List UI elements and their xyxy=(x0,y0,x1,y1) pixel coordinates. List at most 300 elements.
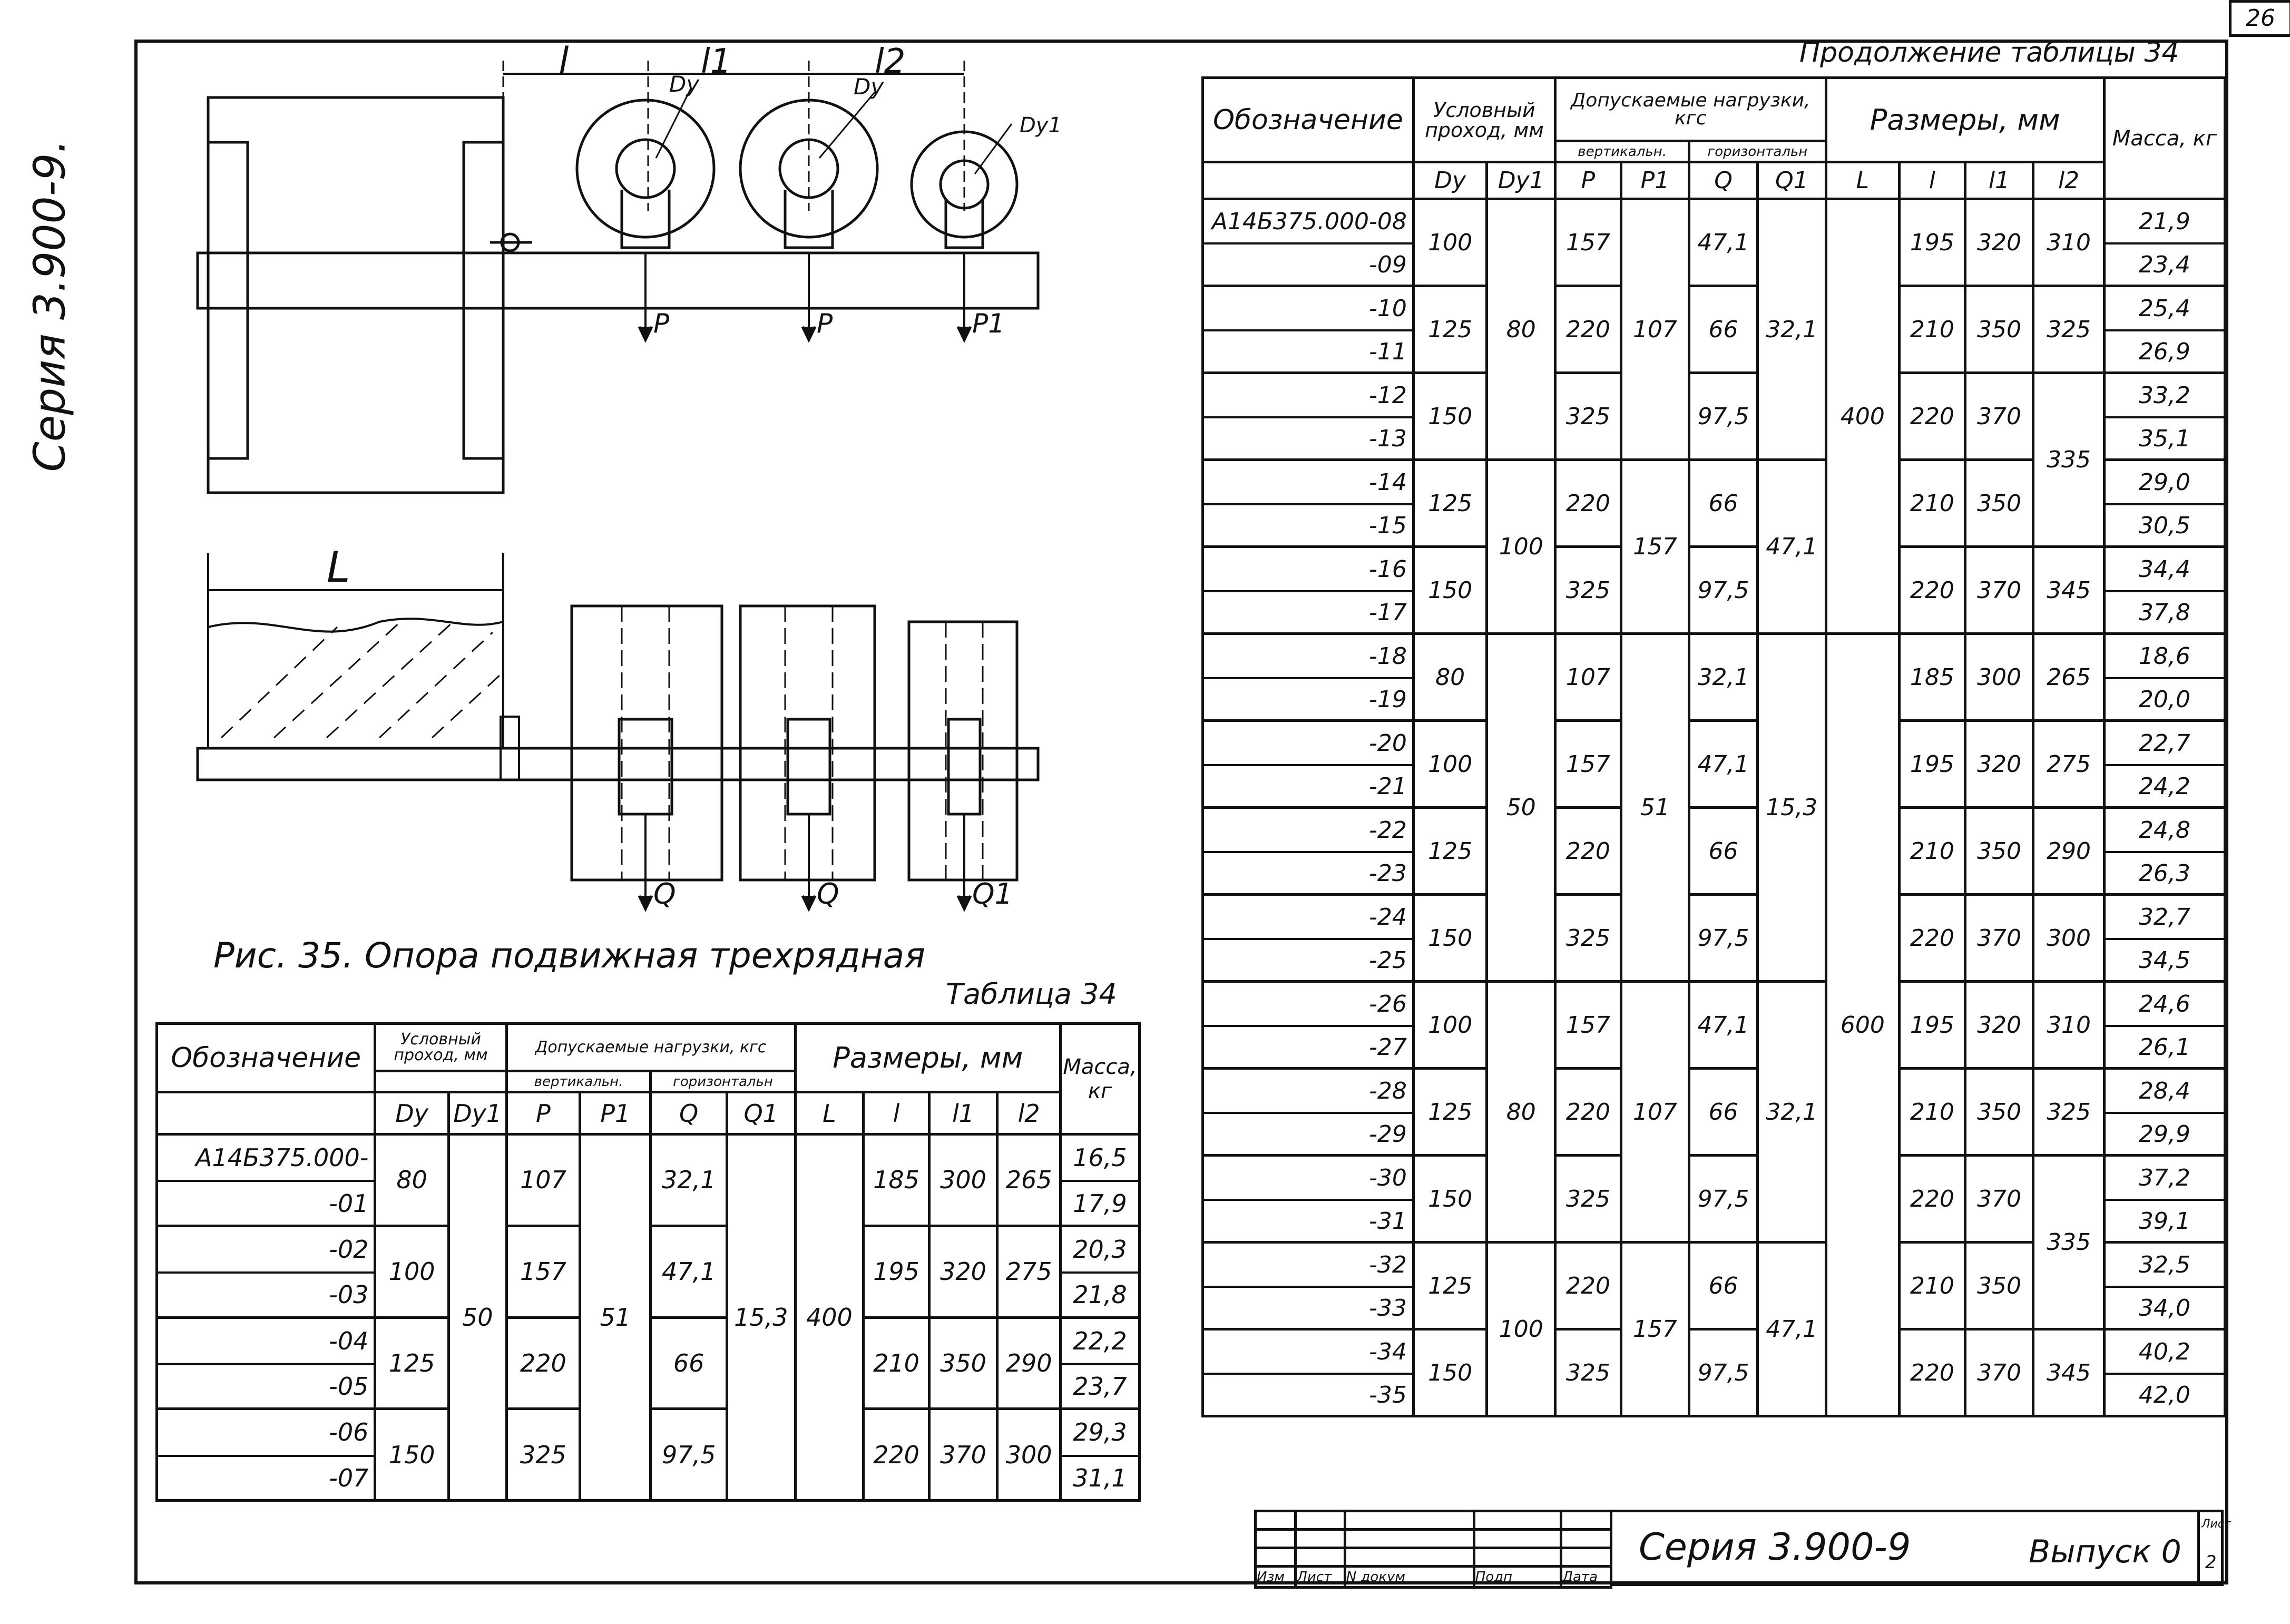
dy-cell: 150 xyxy=(375,1409,448,1501)
mass-value: 25,4 xyxy=(2138,295,2190,322)
l1-cell: 320 xyxy=(1965,721,2033,808)
mass-cell xyxy=(2104,286,2225,373)
q-cell: 47,1 xyxy=(1689,982,1758,1069)
figure-caption: Рис. 35. Опора подвижная трехрядная xyxy=(213,935,925,976)
hdr-dy: Dy xyxy=(375,1092,448,1134)
p1-cell: 107 xyxy=(1621,982,1689,1243)
q-cell: 47,1 xyxy=(651,1226,727,1317)
designation-code: -16 xyxy=(1368,555,1407,583)
dim-L: L xyxy=(327,543,350,592)
designation-cell xyxy=(1203,1069,1414,1156)
mass-value: 39,1 xyxy=(2106,1199,2224,1241)
designation-cell xyxy=(1203,721,1414,808)
mass-value: 16,5 xyxy=(1073,1143,1127,1172)
mass-value: 29,0 xyxy=(2138,468,2190,496)
mass-cell xyxy=(2104,721,2225,808)
p-cell: 220 xyxy=(1555,1069,1621,1156)
mass-value: 24,6 xyxy=(2138,990,2190,1018)
designation-cell xyxy=(1203,1243,1414,1329)
designation-cell xyxy=(1203,895,1414,982)
dy-cell: 100 xyxy=(375,1226,448,1317)
c-hdr-designation: Обозначение xyxy=(1203,78,1414,162)
l-cell: 220 xyxy=(1900,895,1965,982)
dy1-cell: 100 xyxy=(1487,460,1555,634)
mass-value: 34,0 xyxy=(2106,1286,2224,1328)
designation-code: -15 xyxy=(1204,503,1412,545)
designation-code: -12 xyxy=(1368,381,1407,409)
designation-code: -22 xyxy=(1368,816,1407,844)
designation-code: -32 xyxy=(1368,1251,1407,1278)
tb-col-doc: N докум xyxy=(1345,1567,1474,1588)
table-row xyxy=(1203,547,2225,634)
l-cell: 195 xyxy=(1900,721,1965,808)
designation-cell xyxy=(1203,547,1414,634)
p-cell: 220 xyxy=(1555,460,1621,547)
table-row xyxy=(1203,1069,2225,1156)
p-cell: 157 xyxy=(506,1226,580,1317)
q-cell: 66 xyxy=(1689,1243,1758,1329)
l2-cell: 325 xyxy=(2033,1069,2105,1156)
l1-cell: 370 xyxy=(1965,547,2033,634)
hdr-p1: P1 xyxy=(580,1092,651,1134)
c-hdr-loads: Допускаемые нагрузки, кгс xyxy=(1555,78,1826,141)
designation-code: -07 xyxy=(158,1455,374,1499)
mass-cell xyxy=(2104,547,2225,634)
hdr-p: P xyxy=(506,1092,580,1134)
mass-cell xyxy=(2104,1156,2225,1243)
l-cell: 220 xyxy=(1900,1156,1965,1243)
c-hdr-mass: Масса, кг xyxy=(2104,78,2225,199)
pipe-strip-2 xyxy=(740,606,875,880)
designation-cell xyxy=(157,1134,375,1226)
continuation-title: Продолжение таблицы 34 xyxy=(1799,37,2179,69)
p-cell: 220 xyxy=(1555,286,1621,373)
dy1-cell: 100 xyxy=(1487,1243,1555,1416)
p-cell: 220 xyxy=(506,1317,580,1409)
table-row xyxy=(157,1134,1140,1226)
q-cell: 97,5 xyxy=(1689,373,1758,460)
l2-cell: 265 xyxy=(997,1134,1061,1226)
l2-cell: 275 xyxy=(997,1226,1061,1317)
mass-value: 26,3 xyxy=(2106,851,2224,893)
dy-cell: 100 xyxy=(1413,982,1487,1069)
dy1-cell: 80 xyxy=(1487,982,1555,1243)
table-row xyxy=(1203,982,2225,1069)
designation-code: -23 xyxy=(1204,851,1412,893)
sheet-value: 2 xyxy=(2205,1552,2217,1573)
c-hdr-p: P xyxy=(1555,162,1621,199)
l2-cell: 335 xyxy=(2033,373,2105,547)
mass-cell xyxy=(2104,634,2225,721)
q-cell: 97,5 xyxy=(1689,895,1758,982)
dy-cell: 150 xyxy=(1413,547,1487,634)
q-cell: 97,5 xyxy=(1689,1156,1758,1243)
designation-code: -17 xyxy=(1204,590,1412,632)
title-block-issue: Выпуск 0 xyxy=(2029,1533,2181,1570)
hdr-designation: Обозначение xyxy=(157,1024,375,1092)
l1-cell: 300 xyxy=(1965,634,2033,721)
p-cell: 220 xyxy=(1555,1243,1621,1329)
designation-code: -19 xyxy=(1204,677,1412,719)
dy1-cell: 50 xyxy=(448,1134,506,1501)
designation-cell xyxy=(1203,1329,1414,1416)
mass-value: 24,8 xyxy=(2138,816,2190,844)
mass-cell xyxy=(2104,982,2225,1069)
designation-code: -11 xyxy=(1204,329,1412,371)
table-row xyxy=(1203,808,2225,895)
dy-cell: 125 xyxy=(1413,460,1487,547)
mass-cell xyxy=(2104,1329,2225,1416)
table-34-continuation xyxy=(1201,76,2226,1417)
c-hdr-q: Q xyxy=(1689,162,1758,199)
dy-cell: 100 xyxy=(1413,721,1487,808)
pipe-label-2: Dy xyxy=(854,74,884,100)
designation-code: -30 xyxy=(1368,1164,1407,1191)
l-cell: 220 xyxy=(1900,373,1965,460)
mass-cell xyxy=(2104,1243,2225,1329)
designation-code: -18 xyxy=(1368,642,1407,670)
p-cell: 157 xyxy=(1555,199,1621,286)
designation-code: -24 xyxy=(1368,903,1407,931)
designation-code: А14Б375.000- xyxy=(195,1143,369,1172)
designation-code: -25 xyxy=(1204,938,1412,980)
load-label-q2: Q xyxy=(817,877,839,911)
tb-col-sign: Подп xyxy=(1474,1567,1561,1588)
l1-cell: 370 xyxy=(1965,895,2033,982)
q-cell: 66 xyxy=(1689,808,1758,895)
mass-cell xyxy=(2104,1069,2225,1156)
hdr-l: l xyxy=(864,1092,929,1134)
l1-cell: 350 xyxy=(929,1317,997,1409)
designation-code: -01 xyxy=(158,1180,374,1224)
l-cell: 210 xyxy=(1900,1243,1965,1329)
l1-cell: 370 xyxy=(1965,1156,2033,1243)
p1-cell: 51 xyxy=(1621,634,1689,982)
hdr-vertical: вертикальн. xyxy=(506,1071,651,1092)
hdr-mass: Масса, кг xyxy=(1060,1024,1139,1134)
mass-cell xyxy=(2104,199,2225,286)
designation-cell xyxy=(1203,808,1414,895)
l2-cell: 275 xyxy=(2033,721,2105,808)
mass-value: 37,8 xyxy=(2106,590,2224,632)
table-row xyxy=(1203,721,2225,808)
l-cell: 210 xyxy=(1900,808,1965,895)
designation-code: -20 xyxy=(1368,729,1407,757)
mass-value: 26,9 xyxy=(2106,329,2224,371)
table-row xyxy=(1203,1156,2225,1243)
p-cell: 325 xyxy=(1555,547,1621,634)
dy-cell: 125 xyxy=(1413,1243,1487,1329)
l-cell: 210 xyxy=(1900,1069,1965,1156)
hdr-horizontal: горизонтальн xyxy=(651,1071,795,1092)
mass-value: 31,1 xyxy=(1062,1455,1138,1499)
tb-col-izm: Изм xyxy=(1256,1567,1296,1588)
hdr-q: Q xyxy=(651,1092,727,1134)
p-cell: 107 xyxy=(506,1134,580,1226)
dy-cell: 150 xyxy=(1413,895,1487,982)
designation-cell xyxy=(1203,460,1414,547)
designation-code: -03 xyxy=(158,1271,374,1316)
L-cell: 400 xyxy=(1826,199,1899,634)
q-cell: 66 xyxy=(1689,1069,1758,1156)
c-hdr-L: L xyxy=(1826,162,1899,199)
table-34 xyxy=(155,1022,1141,1502)
mass-value: 22,2 xyxy=(1073,1326,1127,1355)
mass-value: 37,2 xyxy=(2138,1164,2190,1191)
designation-code: -06 xyxy=(329,1418,369,1447)
mass-value: 26,1 xyxy=(2106,1025,2224,1067)
p1-cell: 51 xyxy=(580,1134,651,1501)
mass-cell xyxy=(2104,460,2225,547)
table-row xyxy=(1203,199,2225,286)
mass-value: 23,7 xyxy=(1062,1363,1138,1407)
q-cell: 47,1 xyxy=(1689,721,1758,808)
l2-cell: 300 xyxy=(2033,895,2105,982)
pipe-strip-1 xyxy=(572,606,722,880)
c-hdr-p1: P1 xyxy=(1621,162,1689,199)
dy-cell: 150 xyxy=(1413,1329,1487,1416)
p1-cell: 157 xyxy=(1621,460,1689,634)
load-label-q1: Q xyxy=(653,877,676,911)
designation-code: -09 xyxy=(1204,242,1412,285)
p1-cell: 157 xyxy=(1621,1243,1689,1416)
mass-value: 24,2 xyxy=(2106,764,2224,806)
q1-cell: 47,1 xyxy=(1757,1243,1826,1416)
figure-drawing xyxy=(0,0,1054,991)
p1-cell: 107 xyxy=(1621,199,1689,460)
p-cell: 107 xyxy=(1555,634,1621,721)
designation-code: -04 xyxy=(329,1326,369,1355)
q1-cell: 47,1 xyxy=(1757,460,1826,634)
wall-post-right xyxy=(464,142,503,458)
hdr-q1: Q1 xyxy=(727,1092,795,1134)
dy-cell: 125 xyxy=(1413,286,1487,373)
designation-code: -29 xyxy=(1204,1112,1412,1154)
mass-value: 35,1 xyxy=(2106,416,2224,458)
l-cell: 220 xyxy=(1900,1329,1965,1416)
mass-value: 29,9 xyxy=(2106,1112,2224,1154)
designation-code: А14Б375.000-08 xyxy=(1211,208,1407,235)
designation-code: -02 xyxy=(329,1235,369,1264)
q1-cell: 32,1 xyxy=(1757,199,1826,460)
l2-cell: 290 xyxy=(997,1317,1061,1409)
mass-value: 23,4 xyxy=(2106,242,2224,285)
dim-l2: l2 xyxy=(875,42,906,81)
designation-cell xyxy=(157,1226,375,1317)
designation-cell xyxy=(157,1409,375,1501)
q1-cell: 15,3 xyxy=(727,1134,795,1501)
designation-cell xyxy=(1203,982,1414,1069)
q-cell: 32,1 xyxy=(1689,634,1758,721)
designation-cell xyxy=(1203,286,1414,373)
l-cell: 185 xyxy=(1900,634,1965,721)
q-cell: 66 xyxy=(651,1317,727,1409)
l1-cell: 350 xyxy=(1965,1243,2033,1329)
p-cell: 325 xyxy=(1555,895,1621,982)
series-side-label: Серия 3.900-9. xyxy=(25,139,75,472)
table-row xyxy=(1203,373,2225,460)
mass-value: 30,5 xyxy=(2106,503,2224,545)
l1-cell: 320 xyxy=(929,1226,997,1317)
mass-value: 17,9 xyxy=(1062,1180,1138,1224)
dy-cell: 125 xyxy=(375,1317,448,1409)
designation-code: -14 xyxy=(1368,468,1407,496)
designation-code: -13 xyxy=(1204,416,1412,458)
mass-value: 42,0 xyxy=(2106,1373,2224,1415)
dim-l: l xyxy=(559,40,569,83)
mass-cell xyxy=(1060,1226,1139,1317)
q1-cell: 32,1 xyxy=(1757,982,1826,1243)
designation-code: -27 xyxy=(1204,1025,1412,1067)
mass-cell xyxy=(1060,1317,1139,1409)
designation-code: -10 xyxy=(1368,295,1407,322)
mass-value: 20,0 xyxy=(2106,677,2224,719)
l1-cell: 320 xyxy=(1965,199,2033,286)
designation-cell xyxy=(1203,1156,1414,1243)
dim-l1: l1 xyxy=(701,42,732,81)
hdr-loads: Допускаемые нагрузки, кгс xyxy=(506,1024,795,1071)
l2-cell: 265 xyxy=(2033,634,2105,721)
c-hdr-l1: l1 xyxy=(1965,162,2033,199)
l1-cell: 350 xyxy=(1965,286,2033,373)
table-row xyxy=(1203,895,2225,982)
mass-cell xyxy=(2104,808,2225,895)
q-cell: 97,5 xyxy=(1689,547,1758,634)
dy1-cell: 80 xyxy=(1487,199,1555,460)
pipe-strip-3 xyxy=(909,622,1017,880)
dy-cell: 150 xyxy=(1413,1156,1487,1243)
q-cell: 32,1 xyxy=(651,1134,727,1226)
c-hdr-nominal-bore: Условный проход, мм xyxy=(1413,78,1555,162)
p-cell: 325 xyxy=(1555,373,1621,460)
hdr-l1: l1 xyxy=(929,1092,997,1134)
load-label-q3: Q1 xyxy=(972,877,1013,911)
hdr-dy1: Dy1 xyxy=(448,1092,506,1134)
l1-cell: 370 xyxy=(1965,373,2033,460)
c-hdr-dy1: Dy1 xyxy=(1487,162,1555,199)
c-hdr-dy: Dy xyxy=(1413,162,1487,199)
designation-cell xyxy=(157,1317,375,1409)
l1-cell: 350 xyxy=(1965,1069,2033,1156)
page-number: 26 xyxy=(2229,0,2290,37)
hdr-l2: l2 xyxy=(997,1092,1061,1134)
mass-value: 34,4 xyxy=(2138,555,2190,583)
pipe-dy-2 xyxy=(740,100,877,237)
designation-code: -26 xyxy=(1368,990,1407,1018)
mass-value: 20,3 xyxy=(1073,1235,1127,1264)
designation-cell xyxy=(1203,373,1414,460)
mass-value: 32,7 xyxy=(2138,903,2190,931)
l1-cell: 370 xyxy=(929,1409,997,1501)
l-cell: 210 xyxy=(1900,460,1965,547)
mass-value: 21,8 xyxy=(1062,1271,1138,1316)
l2-cell: 345 xyxy=(2033,547,2105,634)
mass-cell xyxy=(2104,895,2225,982)
p-cell: 157 xyxy=(1555,982,1621,1069)
title-block-grid xyxy=(1254,1510,1612,1589)
tb-col-list: Лист xyxy=(1296,1567,1345,1588)
pipe-dy-1 xyxy=(577,100,714,237)
l2-cell: 310 xyxy=(2033,199,2105,286)
designation-code: -35 xyxy=(1204,1373,1412,1415)
c-hdr-vertical: вертикальн. xyxy=(1555,141,1689,162)
designation-code: -28 xyxy=(1368,1077,1407,1104)
p-cell: 157 xyxy=(1555,721,1621,808)
mass-value: 32,5 xyxy=(2138,1251,2190,1278)
p-cell: 220 xyxy=(1555,808,1621,895)
hdr-sizes: Размеры, мм xyxy=(795,1024,1060,1092)
l-cell: 220 xyxy=(864,1409,929,1501)
c-hdr-q1: Q1 xyxy=(1757,162,1826,199)
pipe-label-1: Dy xyxy=(669,71,700,97)
dy-cell: 80 xyxy=(375,1134,448,1226)
dy-cell: 125 xyxy=(1413,1069,1487,1156)
l-cell: 210 xyxy=(1900,286,1965,373)
l1-cell: 370 xyxy=(1965,1329,2033,1416)
q-cell: 47,1 xyxy=(1689,199,1758,286)
q-cell: 97,5 xyxy=(651,1409,727,1501)
l1-cell: 350 xyxy=(1965,460,2033,547)
l-cell: 220 xyxy=(1900,547,1965,634)
c-hdr-l2: l2 xyxy=(2033,162,2105,199)
table-row xyxy=(1203,634,2225,721)
l1-cell: 350 xyxy=(1965,808,2033,895)
c-hdr-sizes: Размеры, мм xyxy=(1826,78,2104,162)
designation-code: -34 xyxy=(1368,1338,1407,1365)
table-row xyxy=(1203,1329,2225,1416)
hdr-nominal-bore: Условный проход, мм xyxy=(375,1024,506,1071)
dy-cell: 100 xyxy=(1413,199,1487,286)
L-cell: 600 xyxy=(1826,634,1899,1416)
l2-cell: 310 xyxy=(2033,982,2105,1069)
c-hdr-horizontal: горизонтальн xyxy=(1689,141,1826,162)
dy-cell: 125 xyxy=(1413,808,1487,895)
dy-cell: 150 xyxy=(1413,373,1487,460)
q-cell: 66 xyxy=(1689,286,1758,373)
beam-top xyxy=(198,253,1038,308)
mass-value: 40,2 xyxy=(2138,1338,2190,1365)
table-title: Таблица 34 xyxy=(946,977,1117,1011)
p-cell: 325 xyxy=(1555,1156,1621,1243)
q-cell: 97,5 xyxy=(1689,1329,1758,1416)
mass-value: 18,6 xyxy=(2138,642,2190,670)
l2-cell: 300 xyxy=(997,1409,1061,1501)
designation-code: -05 xyxy=(158,1363,374,1407)
load-label-p2: P xyxy=(817,308,833,339)
dy1-cell: 50 xyxy=(1487,634,1555,982)
load-label-p1: P xyxy=(653,308,670,339)
mass-value: 22,7 xyxy=(2138,729,2190,757)
l-cell: 195 xyxy=(1900,982,1965,1069)
l2-cell: 335 xyxy=(2033,1156,2105,1329)
wall-post-left xyxy=(208,142,248,458)
mass-value: 34,5 xyxy=(2106,938,2224,980)
c-hdr-l: l xyxy=(1900,162,1965,199)
title-block-series: Серия 3.900-9 xyxy=(1639,1525,1911,1569)
pipe-label-3: Dy1 xyxy=(1020,113,1062,138)
designation-code: -21 xyxy=(1204,764,1412,806)
designation-code: -33 xyxy=(1204,1286,1412,1328)
l-cell: 195 xyxy=(1900,199,1965,286)
wall-block-top xyxy=(208,97,503,493)
mass-value: 21,9 xyxy=(2138,208,2190,235)
load-label-p3: P1 xyxy=(972,308,1005,339)
l1-cell: 300 xyxy=(929,1134,997,1226)
mass-cell xyxy=(1060,1409,1139,1501)
designation-cell xyxy=(1203,199,1414,286)
l-cell: 195 xyxy=(864,1226,929,1317)
mass-value: 28,4 xyxy=(2138,1077,2190,1104)
